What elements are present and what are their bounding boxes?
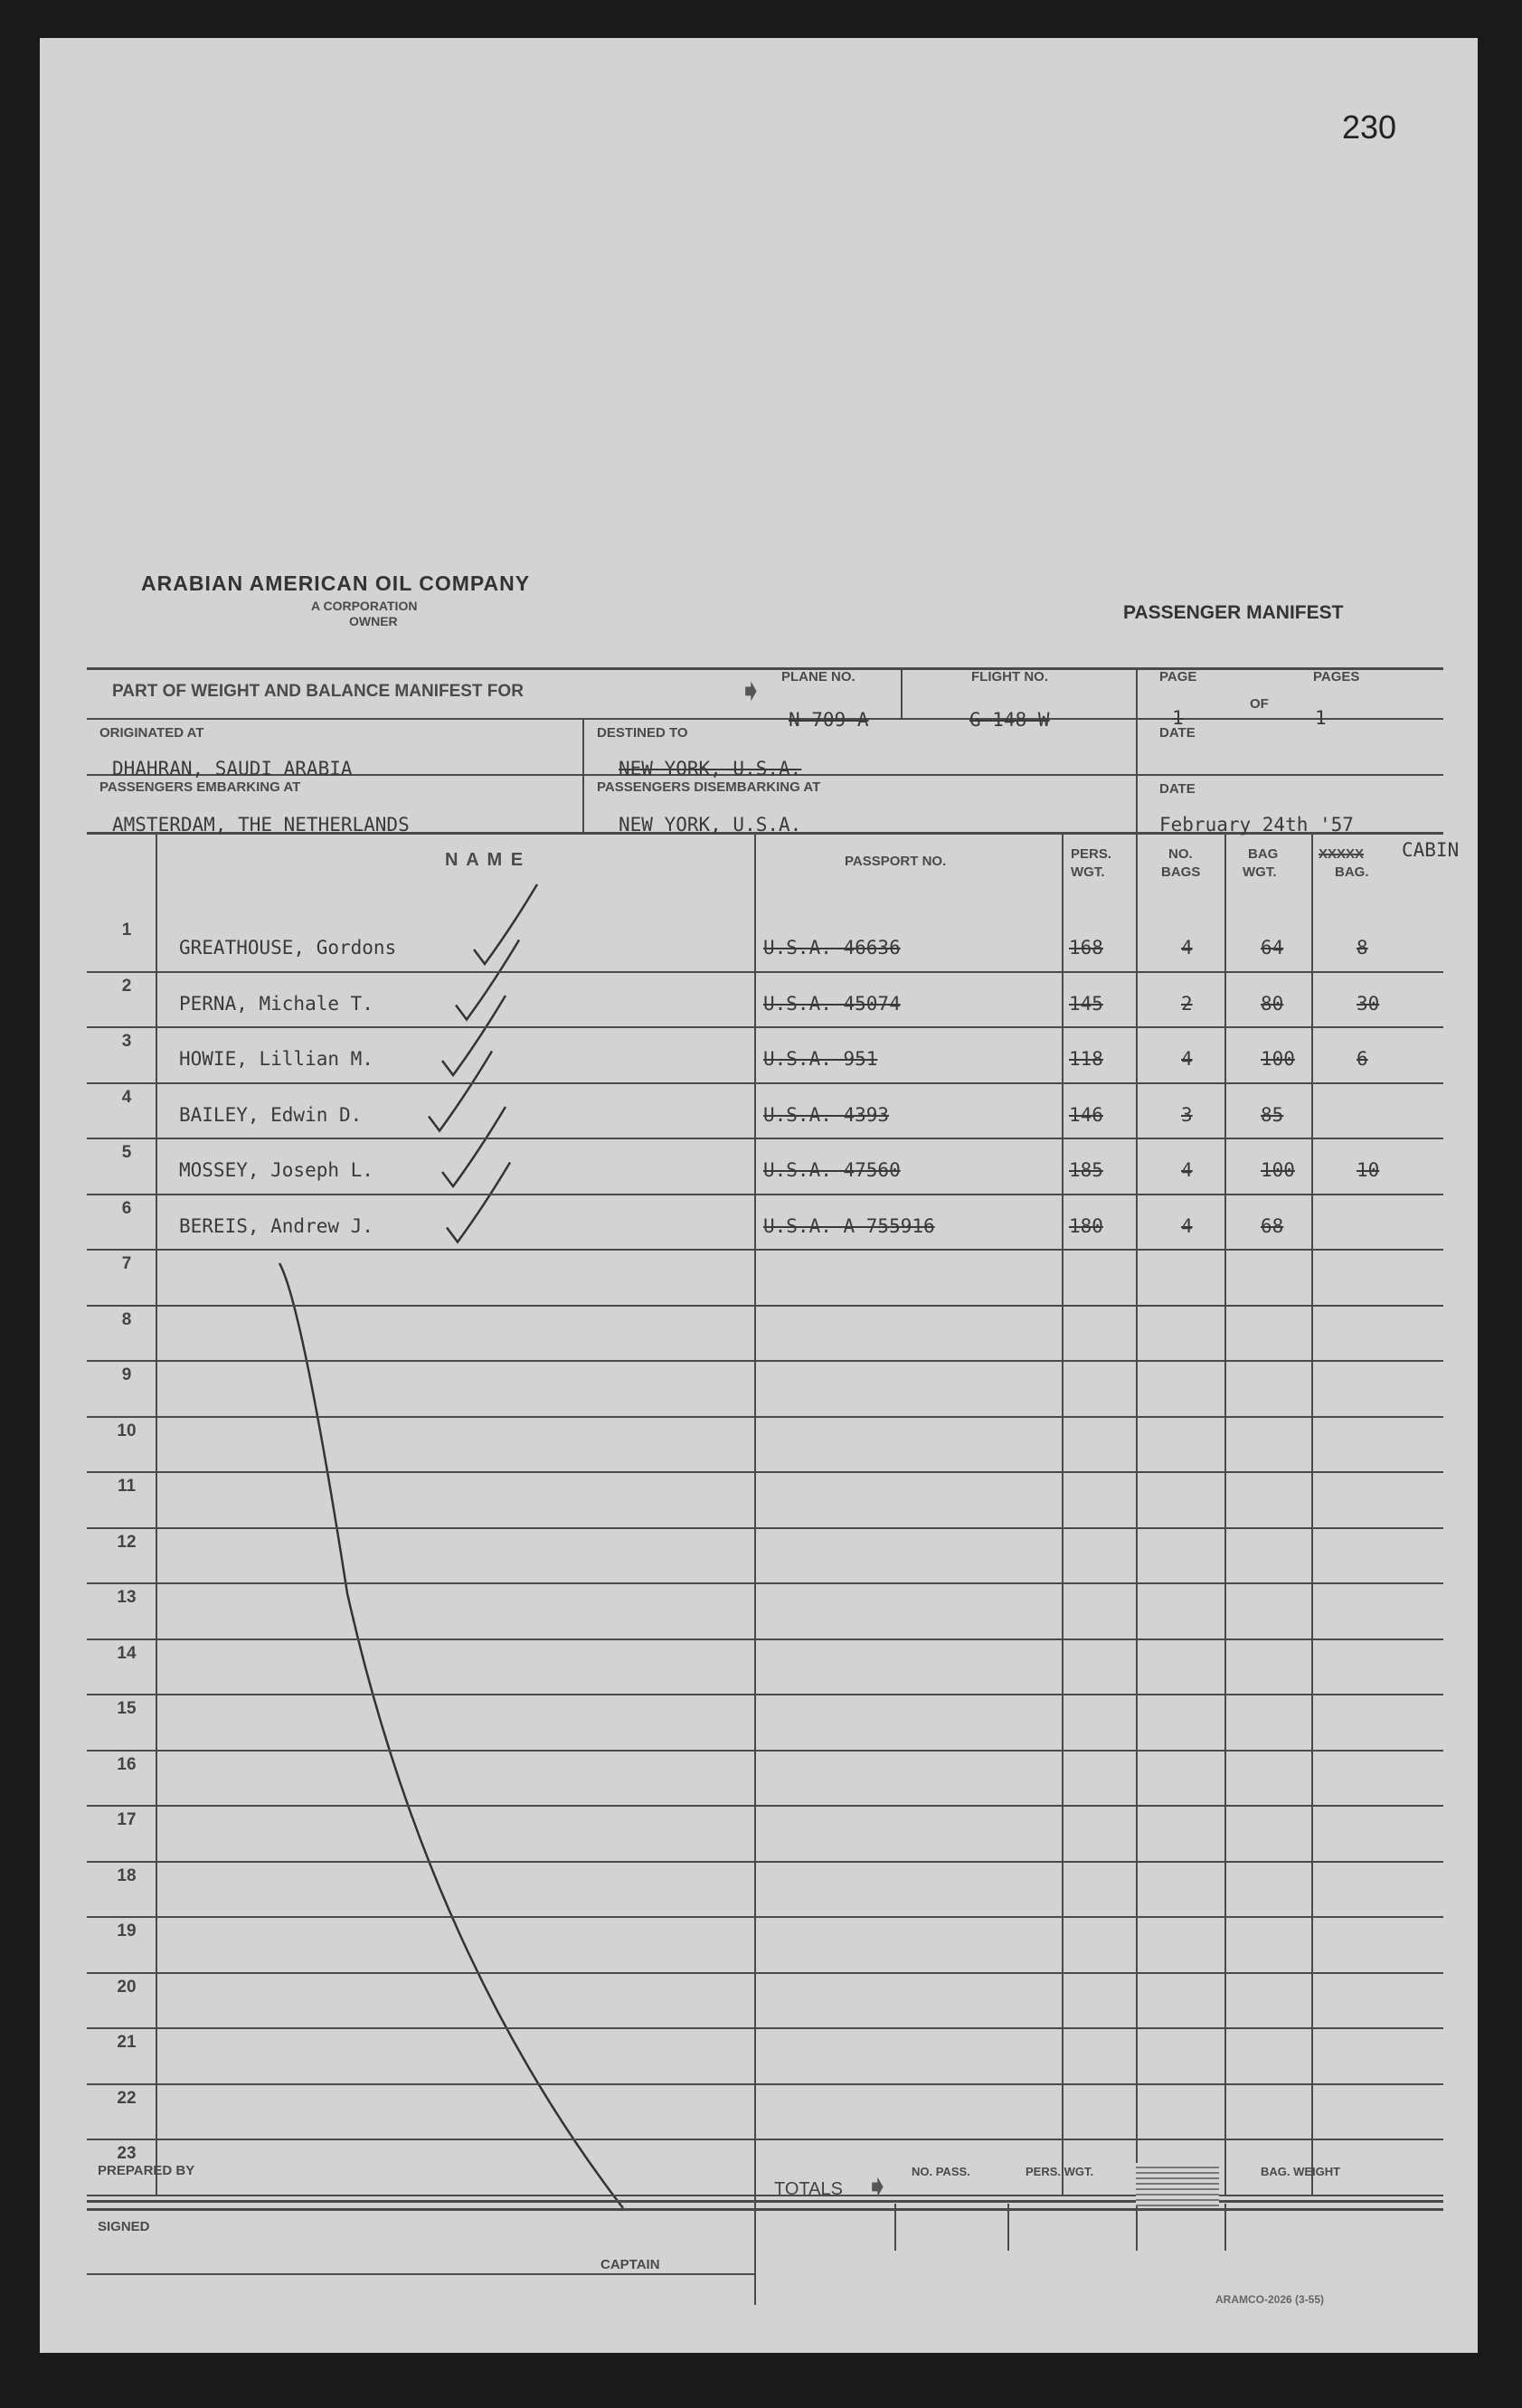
personal-weight: 145 [1069, 993, 1103, 1015]
col-bag-wgt-1: BAG [1248, 846, 1279, 862]
row-number: 11 [117, 1477, 137, 1496]
passenger-name: BEREIS, Andrew J. [179, 1215, 373, 1237]
row-number: 13 [117, 1588, 137, 1607]
row-number: 18 [117, 1866, 137, 1885]
bag-weight-label: BAG. WEIGHT [1261, 2165, 1341, 2178]
row-rule [87, 1305, 1443, 1307]
row-number: 21 [117, 2033, 137, 2052]
bag-weight: 64 [1261, 937, 1284, 958]
company-sub1: A CORPORATION [311, 599, 418, 613]
disembarking-label: PASSENGERS DISEMBARKING AT [597, 779, 821, 795]
passport-number: U.S.A. 45074 [763, 993, 901, 1015]
row-rule [87, 1026, 1443, 1028]
bag-weight: 100 [1261, 1048, 1295, 1070]
col-divider-pers [1062, 832, 1064, 2196]
pen-marks [40, 38, 1478, 2353]
row-number: 20 [117, 1978, 137, 1997]
bag-count: 4 [1181, 1159, 1193, 1181]
plane-no-label: PLANE NO. [781, 669, 856, 685]
destined-label: DESTINED TO [597, 725, 688, 741]
row-rule [87, 1194, 1443, 1195]
totals-divider-2 [1007, 2204, 1009, 2251]
row-rule [87, 1527, 1443, 1529]
col-divider-cabin [1311, 832, 1313, 2196]
pages-value: 1 [1315, 707, 1327, 729]
row-rule [87, 2139, 1443, 2140]
passport-number: U.S.A. 4393 [763, 1104, 890, 1126]
passenger-name: PERNA, Michale T. [179, 993, 373, 1015]
row-rule [87, 1861, 1443, 1863]
col-divider-num [156, 832, 157, 2196]
header-rule-2 [87, 718, 1443, 720]
cabin-bag-weight: 30 [1357, 993, 1380, 1015]
flight-no: G 148 W [969, 709, 1050, 731]
totals-arrow-icon: ➧ [865, 2168, 891, 2205]
row-number: 7 [121, 1254, 132, 1273]
date-label-2: DATE [1159, 781, 1196, 797]
row-number: 17 [117, 1810, 137, 1829]
col-bag-wgt-2: WGT. [1243, 864, 1277, 880]
passport-number: U.S.A. 47560 [763, 1159, 901, 1181]
company-sub2: OWNER [349, 614, 398, 628]
totals-divider-3 [1136, 2204, 1138, 2251]
part-of-label: PART OF WEIGHT AND BALANCE MANIFEST FOR [112, 682, 524, 701]
passenger-name: MOSSEY, Joseph L. [179, 1159, 373, 1181]
table-bottom-rule [87, 2200, 1443, 2203]
flight-no-label: FLIGHT NO. [971, 669, 1048, 685]
row-rule [87, 1972, 1443, 1974]
row-rule [87, 1360, 1443, 1362]
totals-left-divider [754, 2196, 756, 2305]
plane-divider [901, 667, 903, 720]
origin-divider [582, 718, 584, 834]
embarking-label: PASSENGERS EMBARKING AT [99, 779, 301, 795]
col-divider-bags [1136, 832, 1138, 2196]
row-number: 2 [121, 977, 132, 996]
bag-count: 3 [1181, 1104, 1193, 1126]
passenger-name: GREATHOUSE, Gordons [179, 937, 397, 958]
col-divider-bagwgt [1224, 832, 1226, 2196]
prepared-by-label: PREPARED BY [98, 2163, 195, 2178]
plane-no: N 709 A [789, 709, 869, 731]
bag-weight: 85 [1261, 1104, 1284, 1126]
personal-weight: 168 [1069, 937, 1103, 958]
signature-rule [87, 2273, 756, 2275]
page-label: PAGE [1159, 669, 1197, 685]
pen-line [279, 1263, 623, 2208]
embarking-value: AMSTERDAM, THE NETHERLANDS [112, 814, 410, 836]
disembarking-value: NEW YORK, U.S.A. [619, 814, 802, 836]
page-number: 230 [1342, 109, 1397, 146]
row-rule [87, 971, 1443, 973]
row-number: 19 [117, 1922, 137, 1941]
pers-wgt-label: PERS. WGT. [1026, 2165, 1094, 2178]
row-number: 4 [121, 1088, 132, 1107]
header-top-rule [87, 667, 1443, 670]
totals-divider-4 [1224, 2204, 1226, 2251]
row-number: 9 [121, 1365, 132, 1384]
bag-weight: 100 [1261, 1159, 1295, 1181]
personal-weight: 146 [1069, 1104, 1103, 1126]
cabin-bag-weight: 8 [1357, 937, 1368, 958]
passport-number: U.S.A. A 755916 [763, 1215, 935, 1237]
cabin-word: CABIN [1402, 839, 1460, 861]
col-cabin-bag: BAG. [1335, 864, 1369, 880]
col-passport-header: PASSPORT NO. [845, 854, 947, 869]
totals-rule [87, 2208, 1443, 2211]
row-rule [87, 1805, 1443, 1807]
bag-count: 4 [1181, 937, 1193, 958]
row-number: 12 [117, 1533, 137, 1552]
personal-weight: 185 [1069, 1159, 1103, 1181]
check-mark [442, 1107, 506, 1186]
personal-weight: 118 [1069, 1048, 1103, 1070]
manifest-title: PASSENGER MANIFEST [1123, 602, 1344, 623]
destined-value: NEW YORK, U.S.A. [619, 758, 802, 779]
originated-label: ORIGINATED AT [99, 725, 204, 741]
check-mark [447, 1163, 510, 1242]
check-mark [442, 996, 506, 1075]
totals-hatch [1136, 2163, 1219, 2206]
row-number: 3 [121, 1032, 132, 1051]
row-number: 8 [121, 1310, 132, 1329]
row-number: 5 [121, 1143, 132, 1162]
cabin-bag-weight: 6 [1357, 1048, 1368, 1070]
bag-weight: 80 [1261, 993, 1284, 1015]
row-rule [87, 1471, 1443, 1473]
row-rule [87, 2195, 1443, 2196]
cabin-overtype: XXXXX [1319, 846, 1365, 862]
of-label: OF [1250, 696, 1269, 712]
row-number: 22 [117, 2089, 137, 2108]
col-name-header: N A M E [445, 850, 525, 870]
row-rule [87, 2083, 1443, 2085]
date-label-1: DATE [1159, 725, 1196, 741]
page-value: 1 [1172, 707, 1184, 729]
col-no-bags-1: NO. [1168, 846, 1193, 862]
bag-weight: 68 [1261, 1215, 1284, 1237]
row-number: 14 [117, 1644, 137, 1663]
originated-value: DHAHRAN, SAUDI ARABIA [112, 758, 353, 779]
row-rule [87, 1249, 1443, 1251]
bag-count: 4 [1181, 1048, 1193, 1070]
passport-number: U.S.A. 46636 [763, 937, 901, 958]
row-number: 23 [117, 2144, 137, 2163]
no-pass-label: NO. PASS. [912, 2165, 970, 2178]
row-rule [87, 1916, 1443, 1918]
col-divider-passport [754, 832, 756, 2196]
personal-weight: 180 [1069, 1215, 1103, 1237]
row-rule [87, 1138, 1443, 1139]
row-number: 1 [121, 921, 132, 940]
arrow-icon: ➧ [738, 673, 764, 709]
row-rule [87, 1638, 1443, 1640]
date-divider [1136, 667, 1138, 832]
row-number: 6 [121, 1199, 132, 1218]
bag-count: 2 [1181, 993, 1193, 1015]
form-code: ARAMCO-2026 (3-55) [1215, 2293, 1325, 2306]
row-rule [87, 1416, 1443, 1418]
row-rule [87, 2027, 1443, 2029]
date-value: February 24th '57 [1159, 814, 1354, 836]
row-number: 16 [117, 1755, 137, 1774]
row-number: 10 [117, 1421, 137, 1440]
bag-count: 4 [1181, 1215, 1193, 1237]
company-name: ARABIAN AMERICAN OIL COMPANY [141, 571, 531, 595]
check-mark [429, 1052, 492, 1131]
col-pers-wgt-1: PERS. [1071, 846, 1112, 862]
pages-label: PAGES [1313, 669, 1360, 685]
cabin-bag-weight: 10 [1357, 1159, 1380, 1181]
passenger-name: HOWIE, Lillian M. [179, 1048, 373, 1070]
row-rule [87, 1694, 1443, 1695]
row-number: 15 [117, 1699, 137, 1718]
check-mark [474, 884, 537, 964]
captain-label: CAPTAIN [600, 2257, 660, 2272]
row-rule [87, 1082, 1443, 1084]
passenger-name: BAILEY, Edwin D. [179, 1104, 363, 1126]
row-rule [87, 1750, 1443, 1752]
passport-number: U.S.A. 951 [763, 1048, 878, 1070]
totals-divider-1 [894, 2204, 896, 2251]
col-no-bags-2: BAGS [1161, 864, 1201, 880]
totals-label: TOTALS [774, 2179, 843, 2199]
row-rule [87, 1582, 1443, 1584]
signed-label: SIGNED [98, 2219, 150, 2234]
manifest-sheet [40, 38, 1478, 2353]
col-pers-wgt-2: WGT. [1071, 864, 1105, 880]
check-mark [456, 940, 519, 1020]
